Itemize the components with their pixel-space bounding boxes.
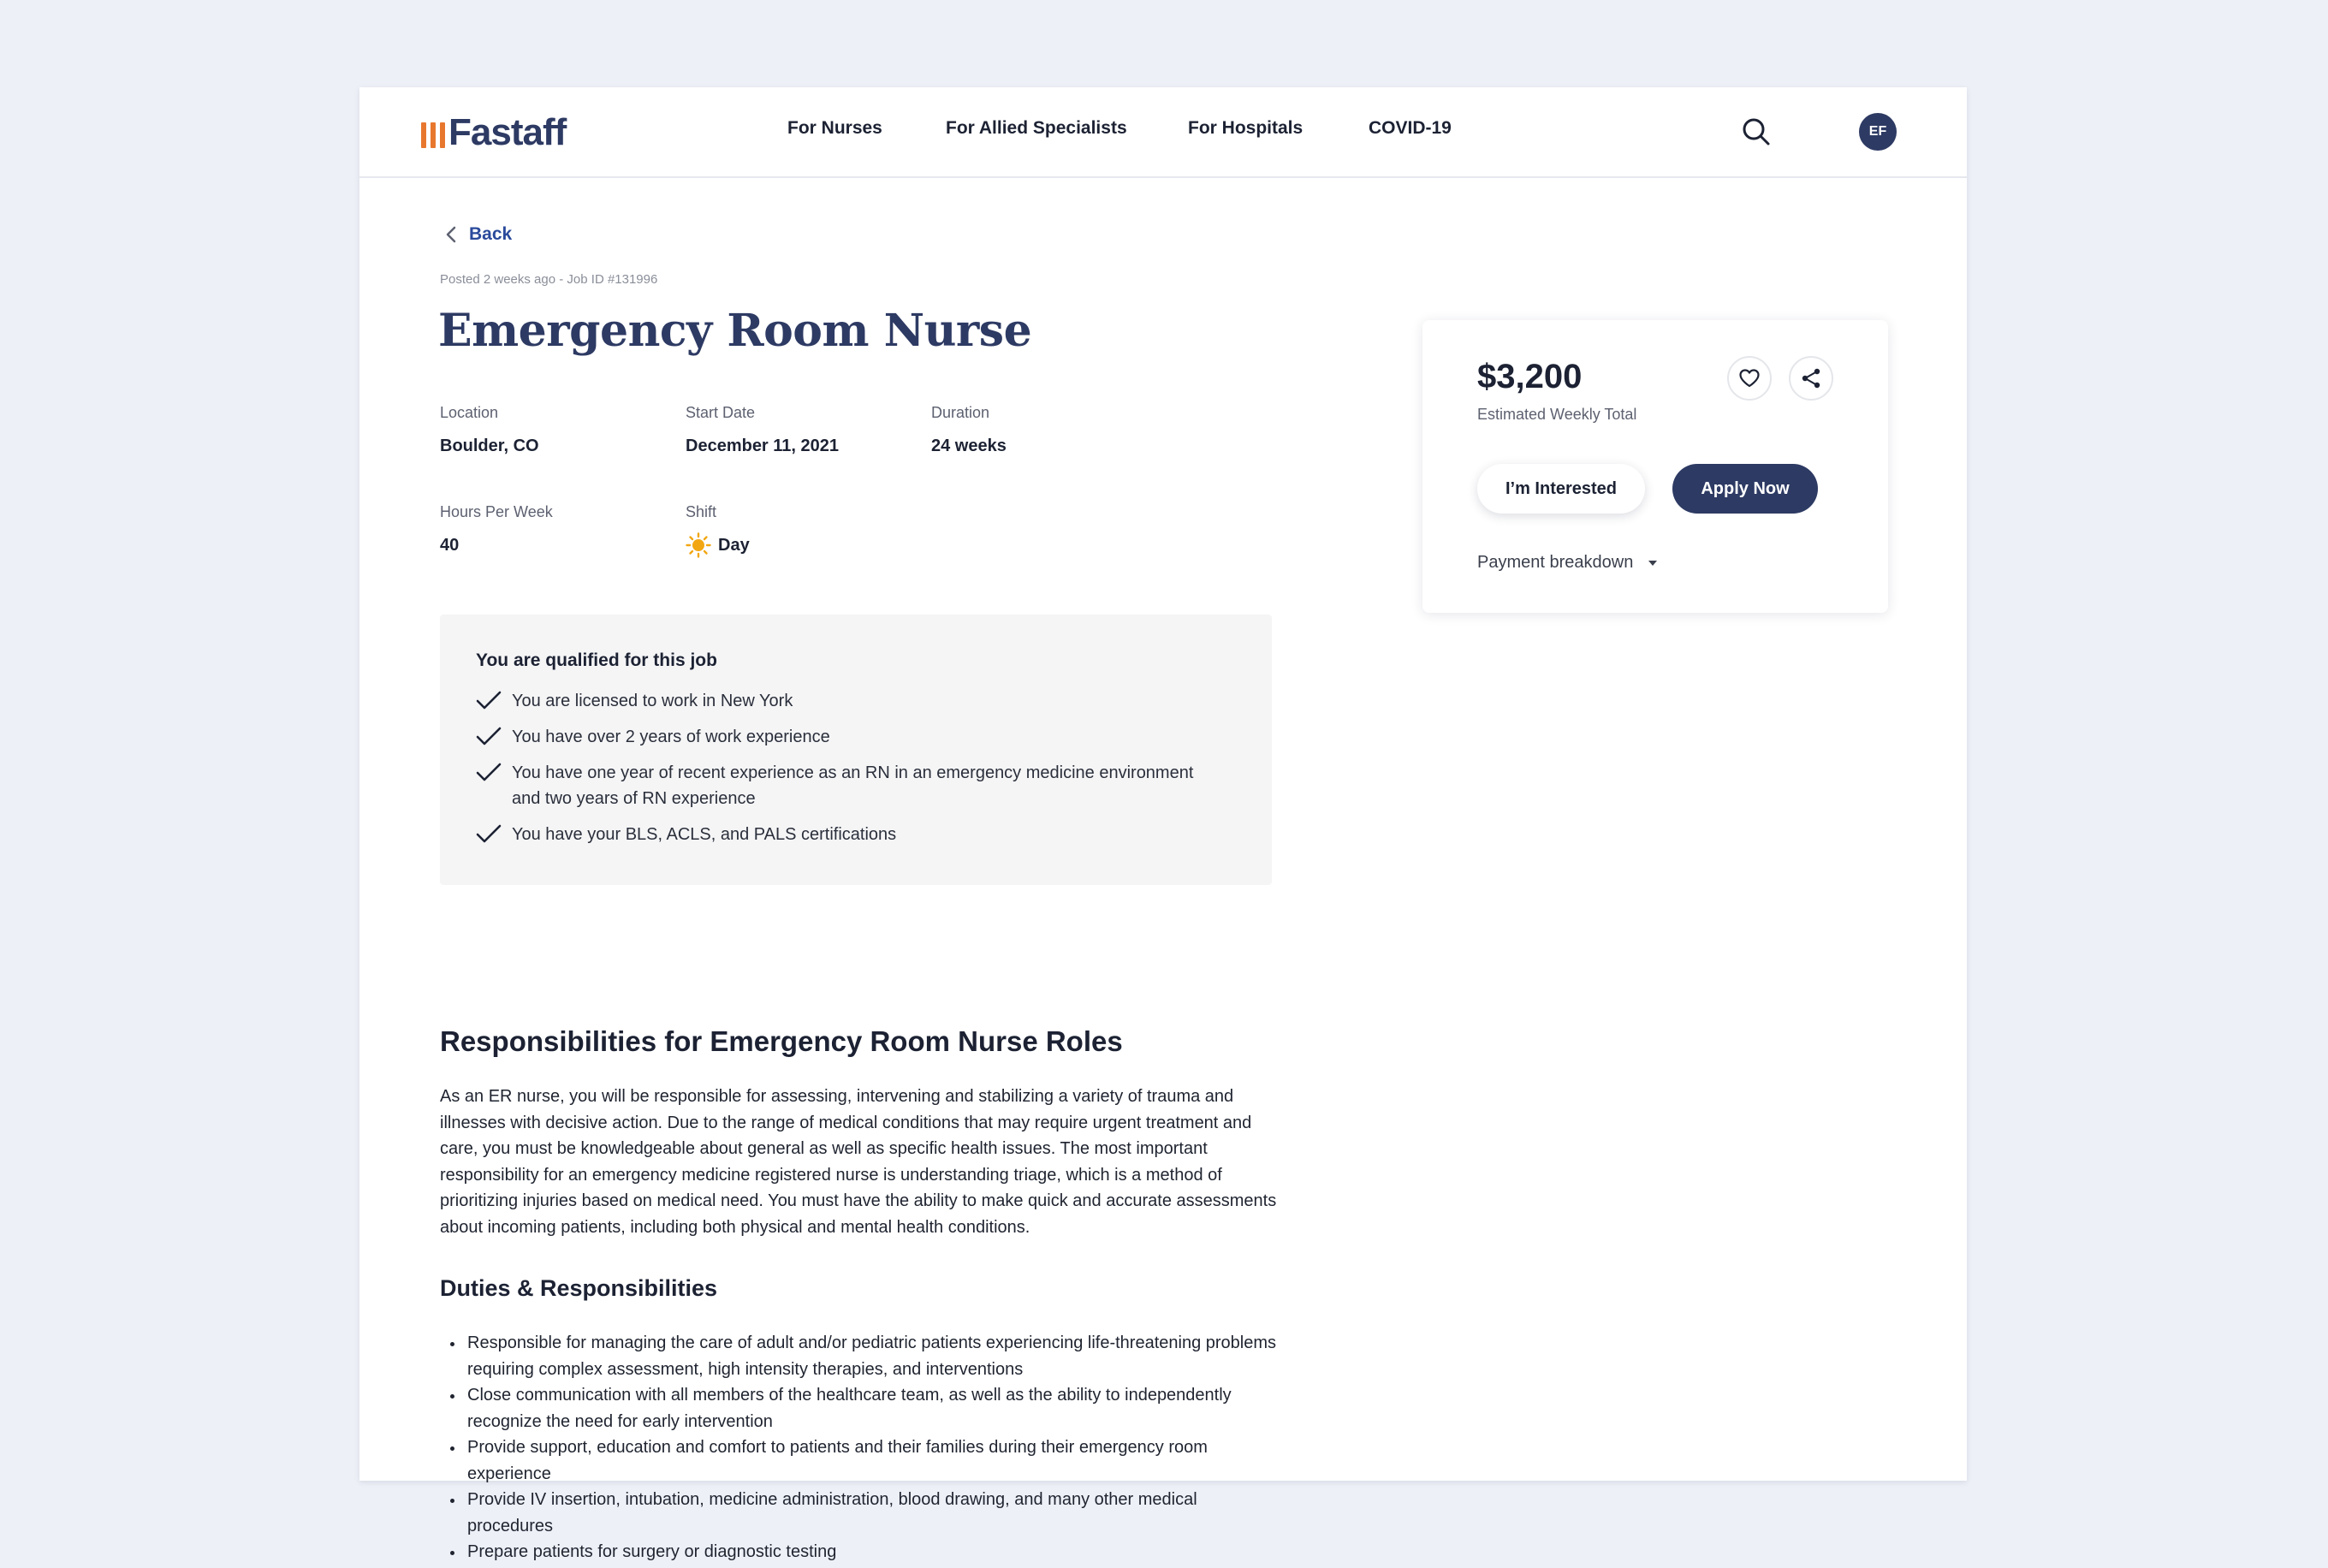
location-label: Location bbox=[440, 404, 499, 421]
favorite-button[interactable] bbox=[1727, 356, 1772, 401]
duties-list bbox=[440, 1330, 1279, 1565]
qualification-title: You are qualified for this job bbox=[476, 650, 717, 670]
qualification-text: You are licensed to work in New York bbox=[512, 692, 793, 710]
list-item: Provide support, education and comfort to patients and their families during their emergency room experience bbox=[440, 1434, 1279, 1487]
back-link[interactable] bbox=[445, 224, 512, 245]
qualification-text: You have your BLS, ACLS, and PALS certifications bbox=[512, 825, 897, 844]
responsibilities-heading: Responsibilities for Emergency Room Nurse Roles bbox=[440, 1025, 1123, 1057]
caret-down-icon bbox=[1647, 559, 1659, 567]
qualification-box bbox=[440, 615, 1272, 885]
qualification-text: You have one year of recent experience as an RN in an emergency medicine environment and two years of RN experience bbox=[512, 763, 1194, 808]
list-item: Prepare patients for surgery or diagnostic testing bbox=[440, 1539, 1279, 1565]
weekly-price-label: Estimated Weekly Total bbox=[1477, 406, 1637, 423]
job-meta: Posted 2 weeks ago - Job ID #131996 bbox=[440, 272, 658, 287]
shift-value bbox=[686, 532, 750, 558]
hours-per-week-label: Hours Per Week bbox=[440, 503, 553, 520]
qualification-item bbox=[476, 822, 1222, 847]
start-date-label: Start Date bbox=[686, 404, 756, 421]
start-date-value: December 11, 2021 bbox=[686, 437, 840, 455]
interested-button[interactable]: I’m Interested bbox=[1477, 464, 1645, 514]
shift-label: Shift bbox=[686, 503, 717, 520]
list-item: Provide IV insertion, intubation, medicine administration, blood drawing, and many other medical procedures bbox=[440, 1487, 1279, 1539]
back-label: Back bbox=[469, 224, 513, 244]
nav-for-allied-specialists[interactable]: For Allied Specialists bbox=[946, 118, 1127, 138]
avatar[interactable]: EF bbox=[1859, 113, 1897, 151]
qualification-item bbox=[476, 760, 1222, 811]
share-button[interactable] bbox=[1789, 356, 1833, 401]
nav-covid-19[interactable]: COVID-19 bbox=[1369, 118, 1452, 138]
checkmark-icon bbox=[476, 822, 502, 846]
list-item: Responsible for managing the care of adult and/or pediatric patients experiencing life-threatening problems requiring complex assessment, high intensity therapies, and interventions bbox=[440, 1330, 1279, 1382]
list-item: Close communication with all members of the healthcare team, as well as the ability to independently recognize the need for early intervention bbox=[440, 1382, 1279, 1434]
job-title: Emergency Room Nurse bbox=[438, 305, 1032, 357]
apply-now-button[interactable]: Apply Now bbox=[1672, 464, 1818, 514]
payment-breakdown-label: Payment breakdown bbox=[1477, 553, 1634, 572]
sun-icon bbox=[686, 532, 711, 558]
heart-icon bbox=[1738, 368, 1761, 389]
payment-breakdown-toggle[interactable] bbox=[1477, 553, 1659, 573]
shift-value-text: Day bbox=[718, 535, 750, 555]
checkmark-icon bbox=[476, 688, 502, 712]
pay-card bbox=[1422, 320, 1888, 613]
weekly-price: $3,200 bbox=[1477, 358, 1583, 395]
qualification-text: You have over 2 years of work experience bbox=[512, 728, 830, 746]
site-header bbox=[359, 87, 1967, 178]
duration-label: Duration bbox=[931, 404, 990, 421]
duration-value: 24 weeks bbox=[931, 437, 1007, 455]
logo[interactable] bbox=[421, 113, 566, 152]
qualification-item bbox=[476, 724, 1222, 750]
browser-window bbox=[359, 87, 1967, 1561]
chevron-left-icon bbox=[445, 225, 457, 244]
nav-for-hospitals[interactable]: For Hospitals bbox=[1188, 118, 1304, 138]
logo-text: Fastaff bbox=[448, 111, 567, 153]
search-icon[interactable] bbox=[1741, 116, 1772, 147]
duties-heading: Duties & Responsibilities bbox=[440, 1275, 718, 1301]
responsibilities-paragraph: As an ER nurse, you will be responsible for assessing, intervening and stabilizing a variety of trauma and illnesses with decisive action. Due to the range of medical conditions that may require urgent treatment and care, you must be knowledgeable about general as well as specific health issues. The most important responsibility for an emergency medicine registered nurse is understanding triage, which is a method of prioritizing injuries based on medical need. You must have the ability to make quick and accurate assessments about incoming patients, including both physical and mental health conditions. bbox=[440, 1087, 1277, 1237]
checkmark-icon bbox=[476, 760, 502, 784]
checkmark-icon bbox=[476, 724, 502, 748]
share-icon bbox=[1800, 367, 1822, 389]
logo-bars-icon bbox=[421, 122, 445, 148]
location-value: Boulder, CO bbox=[440, 437, 539, 455]
hours-per-week-value: 40 bbox=[440, 536, 460, 555]
qualification-item bbox=[476, 688, 1222, 714]
nav-for-nurses[interactable]: For Nurses bbox=[787, 118, 882, 138]
